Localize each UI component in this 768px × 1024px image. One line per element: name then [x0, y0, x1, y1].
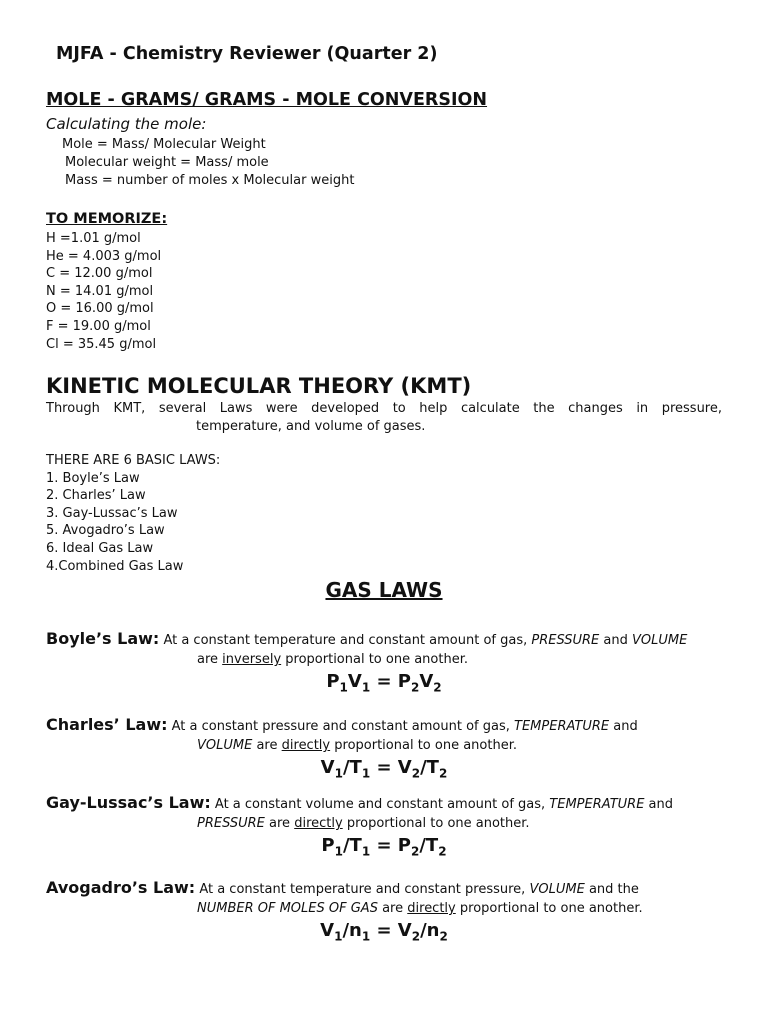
avogadros-law-block	[46, 878, 722, 948]
law-text-underlined: directly	[281, 738, 331, 753]
avogadros-law-name: Avogadro’s Law:	[46, 878, 196, 897]
molar-mass-item: H =1.01 g/mol	[46, 231, 141, 246]
molar-mass-item: N = 14.01 g/mol	[46, 284, 154, 299]
law-text-italic: VOLUME	[632, 633, 688, 648]
molar-mass-item: F = 19.00 g/mol	[46, 319, 151, 334]
law-text-italic: PRESSURE	[197, 816, 265, 831]
law-text: and the	[588, 882, 639, 897]
basic-laws-heading-colon: :	[215, 453, 221, 468]
molar-mass-item: O = 16.00 g/mol	[46, 301, 154, 316]
molar-mass-item: C = 12.00 g/mol	[46, 266, 153, 281]
gay-lussacs-law-formula: $P_1/T_1 = P_2/T_2$	[321, 835, 447, 859]
basic-laws-heading	[46, 453, 220, 468]
basic-law-item: 1. Boyle’s Law	[46, 471, 140, 486]
mole-conversion-heading: MOLE - GRAMS/ GRAMS - MOLE CONVERSION	[46, 90, 488, 110]
law-text: At a constant volume and constant amount of gas,	[214, 797, 546, 812]
gay-lussacs-law-line1	[46, 793, 722, 814]
law-text: proportional to one another.	[459, 901, 643, 916]
kmt-heading: KINETIC MOLECULAR THEORY (KMT)	[46, 374, 472, 398]
law-text-italic: PRESSURE	[531, 633, 600, 648]
charles-law-name: Charles’ Law:	[46, 715, 168, 734]
kmt-description-line1: Through KMT, several Laws were developed to help calculate the changes in pressure,	[46, 401, 722, 416]
basic-law-item: 5. Avogadro’s Law	[46, 523, 165, 538]
law-text: are	[197, 652, 219, 667]
law-text: are	[382, 901, 404, 916]
charles-law-line2	[46, 736, 722, 755]
boyles-law-block	[46, 629, 722, 699]
boyles-law-formula: $P_1V_1 = P_2V_2$	[326, 671, 442, 695]
law-text: and	[648, 797, 674, 812]
document-title: MJFA - Chemistry Reviewer (Quarter 2)	[56, 44, 438, 64]
kmt-description-line2: temperature, and volume of gases.	[196, 418, 426, 434]
avogadros-law-line1	[46, 878, 722, 899]
law-text: At a constant pressure and constant amount of gas,	[171, 719, 510, 734]
law-text: and	[603, 633, 628, 648]
mass-formula: Mass = number of moles x Molecular weight	[65, 173, 355, 188]
to-memorize-heading: TO MEMORIZE:	[46, 211, 168, 227]
law-text-underlined: inversely	[222, 652, 282, 667]
law-text-underlined: directly	[407, 901, 456, 916]
law-text-italic: VOLUME	[529, 882, 585, 897]
boyles-law-line1	[46, 629, 722, 650]
law-text: At a constant temperature and constant amount of gas,	[163, 633, 528, 648]
gas-laws-title: GAS LAWS	[325, 578, 443, 602]
charles-law-line1	[46, 715, 722, 736]
basic-law-item: 4.Combined Gas Law	[46, 559, 184, 574]
law-text: and	[613, 719, 638, 734]
basic-laws-heading-text: THERE ARE 6 BASIC LAWS	[46, 453, 216, 468]
gay-lussacs-law-name: Gay-Lussac’s Law:	[46, 793, 211, 812]
gay-lussacs-law-block	[46, 793, 722, 863]
law-text: are	[269, 816, 291, 831]
law-text: are	[256, 738, 278, 753]
avogadros-law-line2	[46, 899, 722, 918]
basic-law-item: 2. Charles’ Law	[46, 488, 146, 503]
molecular-weight-formula: Molecular weight = Mass/ mole	[65, 155, 269, 170]
molar-mass-item: He = 4.003 g/mol	[46, 249, 162, 264]
basic-law-item: 6. Ideal Gas Law	[46, 541, 154, 556]
law-text: proportional to one another.	[346, 816, 530, 831]
boyles-law-name: Boyle’s Law:	[46, 629, 160, 648]
boyles-law-line2	[46, 650, 722, 669]
molar-mass-item: Cl = 35.45 g/mol	[46, 337, 157, 352]
law-text-underlined: directly	[294, 816, 343, 831]
basic-law-item: 3. Gay-Lussac’s Law	[46, 506, 178, 521]
charles-law-formula: $V_1/T_1 = V_2/T_2$	[320, 757, 448, 781]
law-text-italic: NUMBER OF MOLES OF GAS	[197, 901, 378, 916]
mole-formula: Mole = Mass/ Molecular Weight	[62, 137, 266, 152]
law-text: At a constant temperature and constant pressure,	[199, 882, 526, 897]
kmt-description	[46, 400, 722, 435]
charles-law-block	[46, 715, 722, 785]
law-text: proportional to one another.	[334, 738, 517, 753]
gay-lussacs-law-line2	[46, 814, 722, 833]
law-text-italic: VOLUME	[197, 738, 253, 753]
calculating-mole-subheading: Calculating the mole:	[46, 115, 207, 133]
law-text: proportional to one another.	[285, 652, 468, 667]
law-text-italic: TEMPERATURE	[549, 797, 645, 812]
avogadros-law-formula: $V_1/n_1 = V_2/n_2$	[320, 920, 448, 944]
law-text-italic: TEMPERATURE	[514, 719, 610, 734]
